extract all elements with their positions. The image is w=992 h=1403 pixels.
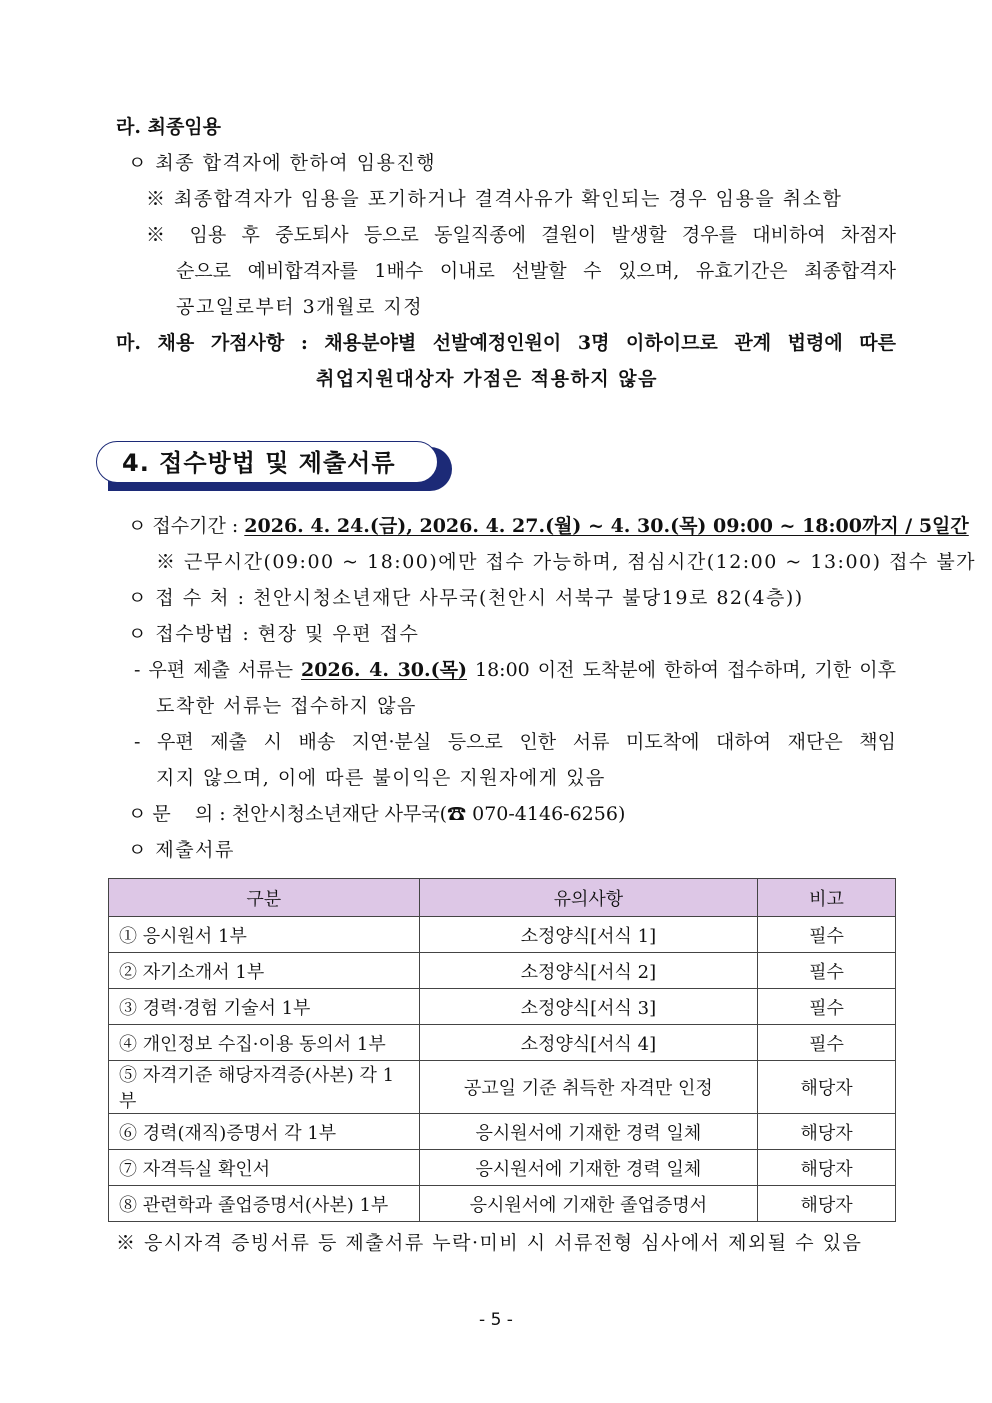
table-cell-remarks: 필수: [758, 1025, 896, 1061]
mail-note2-line1: - 우편 제출 시 배송 지연·분실 등으로 인한 서류 미도착에 대하여 재단은 책임: [134, 731, 896, 753]
table-cell-category: ③ 경력·경험 기술서 1부: [109, 989, 420, 1025]
table-cell-notes: 응시원서에 기재한 경력 일체: [419, 1114, 758, 1150]
section-ra-note1: ※ 최종합격자가 임용을 포기하거나 결격사유가 확인되는 경우 임용을 취소함: [146, 188, 843, 210]
table-cell-notes: 소정양식[서식 2]: [419, 953, 758, 989]
mail-note1-post: 18:00 이전 도착분에 한하여 접수하며, 기한 이후: [466, 659, 897, 681]
table-cell-category: ② 자기소개서 1부: [109, 953, 420, 989]
table-row: [109, 1025, 896, 1061]
table-cell-remarks: 필수: [758, 917, 896, 953]
period-note: ※ 근무시간(09:00 ~ 18:00)에만 접수 가능하며, 점심시간(12:00 ~ 13:00) 접수 불가: [156, 551, 977, 573]
table-row: [109, 989, 896, 1025]
table-row: [109, 917, 896, 953]
section-ra-bullet: ㅇ 최종 합격자에 한하여 임용진행: [128, 152, 437, 174]
table-cell-notes: 응시원서에 기재한 졸업증명서: [419, 1186, 758, 1222]
footer-note: ※ 응시자격 증빙서류 등 제출서류 누락·미비 시 서류전형 심사에서 제외될 수 있음: [116, 1232, 863, 1254]
section-ma-line1: 마. 채용 가점사항 : 채용분야별 선발예정인원이 3명 이하이므로 관계 법령에 따른: [116, 332, 896, 354]
table-cell-remarks: 필수: [758, 953, 896, 989]
submission-docs-label: ㅇ 제출서류: [128, 839, 235, 861]
table-cell-category: ⑦ 자격득실 확인서: [109, 1150, 420, 1186]
table-header-category: 구분: [109, 879, 420, 917]
section-ra-heading: 라. 최종임용: [116, 116, 221, 138]
table-cell-category: ④ 개인정보 수집·이용 동의서 1부: [109, 1025, 420, 1061]
mail-deadline-date: 2026. 4. 30.(목): [301, 659, 467, 681]
period-value: 2026. 4. 24.(금), 2026. 4. 27.(월) ~ 4. 30.(목) 09:00 ~ 18:00까지 / 5일간: [244, 515, 969, 537]
table-row: [109, 1150, 896, 1186]
period-label: ㅇ 접수기간 :: [128, 515, 245, 537]
section-4-title: 4. 접수방법 및 제출서류: [122, 449, 396, 477]
page-number: - 5 -: [479, 1310, 513, 1330]
table-row: [109, 953, 896, 989]
mail-note1-pre: - 우편 제출 서류는: [134, 659, 302, 681]
period-line: [128, 514, 969, 538]
table-cell-category: ⑤ 자격기준 해당자격증(사본) 각 1부: [109, 1061, 420, 1114]
table-cell-notes: 소정양식[서식 4]: [419, 1025, 758, 1061]
table-header-row: [109, 879, 896, 917]
table-header-remarks: 비고: [758, 879, 896, 917]
table-cell-category: ⑥ 경력(재직)증명서 각 1부: [109, 1114, 420, 1150]
table-cell-notes: 소정양식[서식 1]: [419, 917, 758, 953]
section-ra-note2-line3: 공고일로부터 3개월로 지정: [176, 296, 424, 318]
mail-note2-line2: 지지 않으며, 이에 따른 불이익은 지원자에게 있음: [156, 767, 606, 789]
table-cell-category: ⑧ 관련학과 졸업증명서(사본) 1부: [109, 1186, 420, 1222]
table-row: [109, 1061, 896, 1114]
table-cell-category: ① 응시원서 1부: [109, 917, 420, 953]
mail-note1-line1: [134, 658, 896, 682]
inquiry: ㅇ 문 의 : 천안시청소년재단 사무국(☎ 070-4146-6256): [128, 803, 626, 825]
table-cell-remarks: 해당자: [758, 1150, 896, 1186]
table-cell-remarks: 해당자: [758, 1061, 896, 1114]
table-cell-notes: 소정양식[서식 3]: [419, 989, 758, 1025]
table-cell-remarks: 해당자: [758, 1114, 896, 1150]
table-cell-remarks: 해당자: [758, 1186, 896, 1222]
section-ra-note2-line1: ※ 임용 후 중도퇴사 등으로 동일직종에 결원이 발생할 경우를 대비하여 차점자: [146, 224, 896, 246]
table-row: [109, 1186, 896, 1222]
reception-method: ㅇ 접수방법 : 현장 및 우편 접수: [128, 623, 420, 645]
section-ma-line2: 취업지원대상자 가점은 적용하지 않음: [316, 368, 659, 390]
table-cell-notes: 공고일 기준 취득한 자격만 인정: [419, 1061, 758, 1114]
section-ra-note2-line2: 순으로 예비합격자를 1배수 이내로 선발할 수 있으며, 유효기간은 최종합격자: [176, 260, 896, 282]
table-cell-remarks: 필수: [758, 989, 896, 1025]
reception-place: ㅇ 접 수 처 : 천안시청소년재단 사무국(천안시 서북구 불당19로 82(4층)): [128, 587, 804, 609]
table-header-notes: 유의사항: [419, 879, 758, 917]
submission-documents-table: [108, 878, 896, 1222]
table-row: [109, 1114, 896, 1150]
table-cell-notes: 응시원서에 기재한 경력 일체: [419, 1150, 758, 1186]
mail-note1-line2: 도착한 서류는 접수하지 않음: [156, 695, 417, 717]
